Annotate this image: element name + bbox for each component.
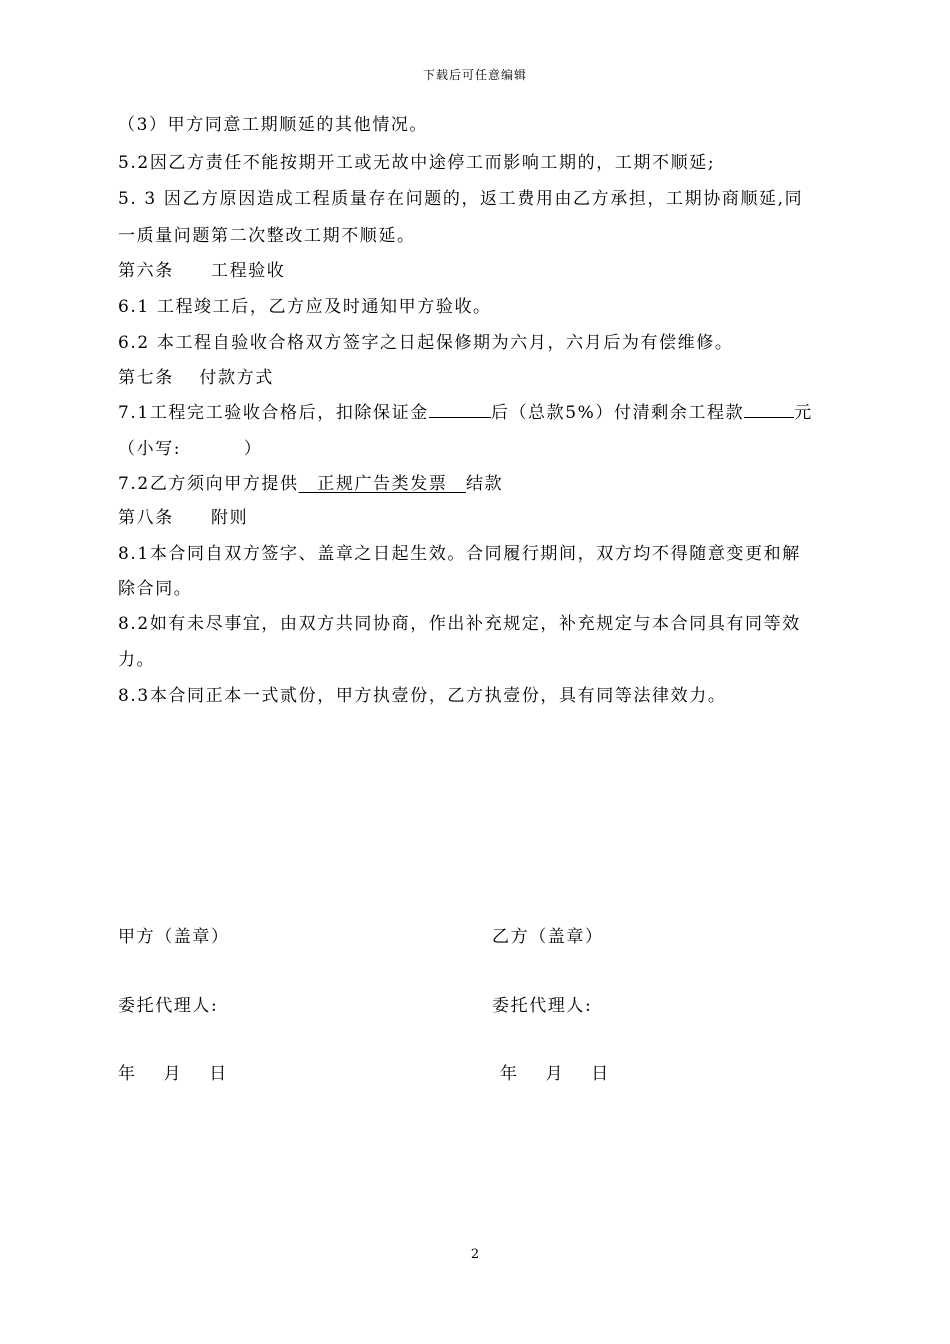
clause-8-3: 8.3本合同正本一式贰份，甲方执壹份，乙方执壹份，具有同等法律效力。 — [118, 686, 727, 706]
month-label: 月 — [545, 1064, 565, 1084]
party-a-agent: 委托代理人: — [118, 996, 219, 1016]
article-7-heading: 第七条 付款方式 — [118, 368, 274, 388]
clause-6-1: 6.1 工程竣工后，乙方应及时通知甲方验收。 — [118, 297, 492, 317]
clause-7-1-part2: 后（总款5%）付清剩余工程款 — [490, 403, 745, 423]
party-b-seal: 乙方（盖章） — [492, 927, 604, 947]
clause-3-item: （3）甲方同意工期顺延的其他情况。 — [118, 115, 429, 135]
clause-8-1-cont: 除合同。 — [118, 579, 193, 599]
day-label: 日 — [209, 1064, 228, 1084]
party-a-seal: 甲方（盖章） — [118, 927, 230, 947]
party-b-agent: 委托代理人: — [492, 996, 593, 1016]
invoice-type: 正规广告类发票 — [298, 474, 467, 494]
article-6-heading: 第六条 工程验收 — [118, 261, 286, 281]
clause-7-1-part1: 7.1工程完工验收合格后，扣除保证金 — [118, 403, 429, 423]
clause-5-3: 5. 3 因乙方原因造成工程质量存在问题的，返工费用由乙方承担，工期协商顺延,同 — [118, 189, 804, 209]
year-label: 年 — [500, 1064, 519, 1084]
clause-8-1: 8.1本合同自双方签字、盖章之日起生效。合同履行期间，双方均不得随意变更和解 — [118, 544, 801, 564]
clause-7-1-small: （小写: ） — [118, 439, 263, 459]
deposit-blank — [429, 401, 491, 418]
clause-5-2: 5.2因乙方责任不能按期开工或无故中途停工而影响工期的，工期不顺延; — [118, 153, 716, 173]
clause-8-2-cont: 力。 — [118, 650, 156, 670]
day-label: 日 — [591, 1064, 610, 1084]
clause-7-2 — [118, 469, 503, 494]
party-b-date — [500, 1059, 610, 1084]
clause-8-2: 8.2如有未尽事宜，由双方共同协商，作出补充规定，补充规定与本合同具有同等效 — [118, 614, 801, 634]
clause-7-1 — [118, 398, 813, 423]
clause-7-1-part3: 元 — [794, 403, 813, 423]
clause-7-2-suffix: 结款 — [466, 474, 504, 494]
month-label: 月 — [163, 1064, 183, 1084]
remaining-amount-blank — [744, 401, 794, 418]
page-header: 下载后可任意编辑 — [422, 68, 527, 82]
year-label: 年 — [118, 1064, 137, 1084]
page-number: 2 — [470, 1247, 480, 1262]
clause-7-2-prefix: 7.2乙方须向甲方提供 — [118, 474, 299, 494]
party-a-date — [118, 1059, 228, 1084]
clause-6-2: 6.2 本工程自验收合格双方签字之日起保修期为六月，六月后为有偿维修。 — [118, 333, 734, 353]
clause-5-3-cont: 一质量问题第二次整改工期不顺延。 — [118, 226, 416, 246]
article-8-heading: 第八条 附则 — [118, 508, 249, 528]
